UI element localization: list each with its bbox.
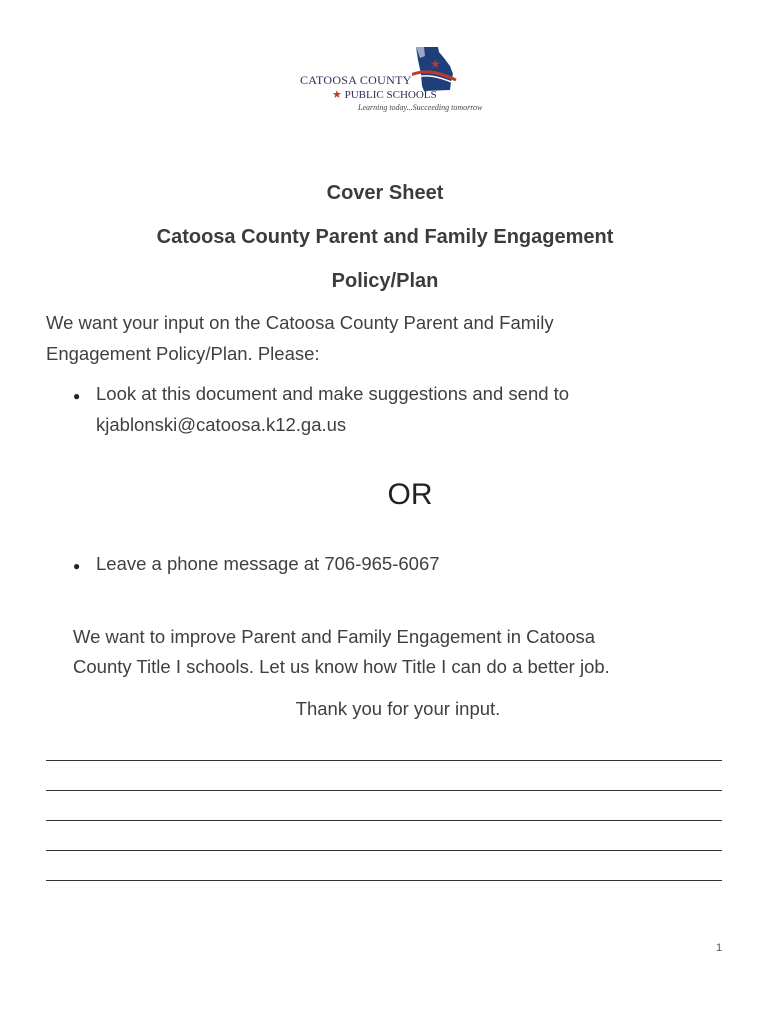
comment-line-3 bbox=[46, 820, 722, 821]
logo-tagline: Learning today...Succeeding tomorrow bbox=[358, 103, 483, 112]
closing-line2: County Title I schools. Let us know how Title I can do a better job. bbox=[73, 656, 610, 677]
intro-line1: We want your input on the Catoosa County Parent and Family bbox=[46, 312, 554, 333]
svg-text:★: ★ bbox=[430, 57, 441, 71]
closing-line1: We want to improve Parent and Family Engagement in Catoosa bbox=[73, 626, 596, 647]
title-cover-sheet: Cover Sheet bbox=[326, 182, 444, 204]
bullet-1-line1: Look at this document and make suggestions and send to bbox=[96, 383, 570, 404]
comment-line-4 bbox=[46, 850, 722, 851]
georgia-map-icon bbox=[412, 46, 457, 94]
bullet-icon: ● bbox=[73, 559, 81, 573]
comment-line-2 bbox=[46, 790, 722, 791]
thanks-text: Thank you for your input. bbox=[295, 698, 501, 719]
title-policy-name: Catoosa County Parent and Family Engagement bbox=[156, 226, 614, 248]
bullet-icon: ● bbox=[73, 389, 81, 403]
logo-line2-text: PUBLIC SCHOOLS bbox=[344, 89, 437, 101]
or-separator: OR bbox=[387, 478, 433, 511]
title-policy-plan: Policy/Plan bbox=[331, 270, 439, 292]
district-logo bbox=[300, 46, 483, 116]
star-icon: ★ bbox=[332, 89, 342, 101]
page-number: 1 bbox=[716, 942, 723, 954]
bullet-2-phone: Leave a phone message at 706-965-6067 bbox=[96, 553, 440, 574]
comment-line-5 bbox=[46, 880, 722, 881]
logo-line1: CATOOSA COUNTY bbox=[300, 73, 412, 87]
comment-line-1 bbox=[46, 760, 722, 761]
bullet-1-email: kjablonski@catoosa.k12.ga.us bbox=[96, 414, 347, 435]
logo-line2 bbox=[332, 88, 437, 101]
intro-line2: Engagement Policy/Plan. Please: bbox=[46, 343, 320, 364]
